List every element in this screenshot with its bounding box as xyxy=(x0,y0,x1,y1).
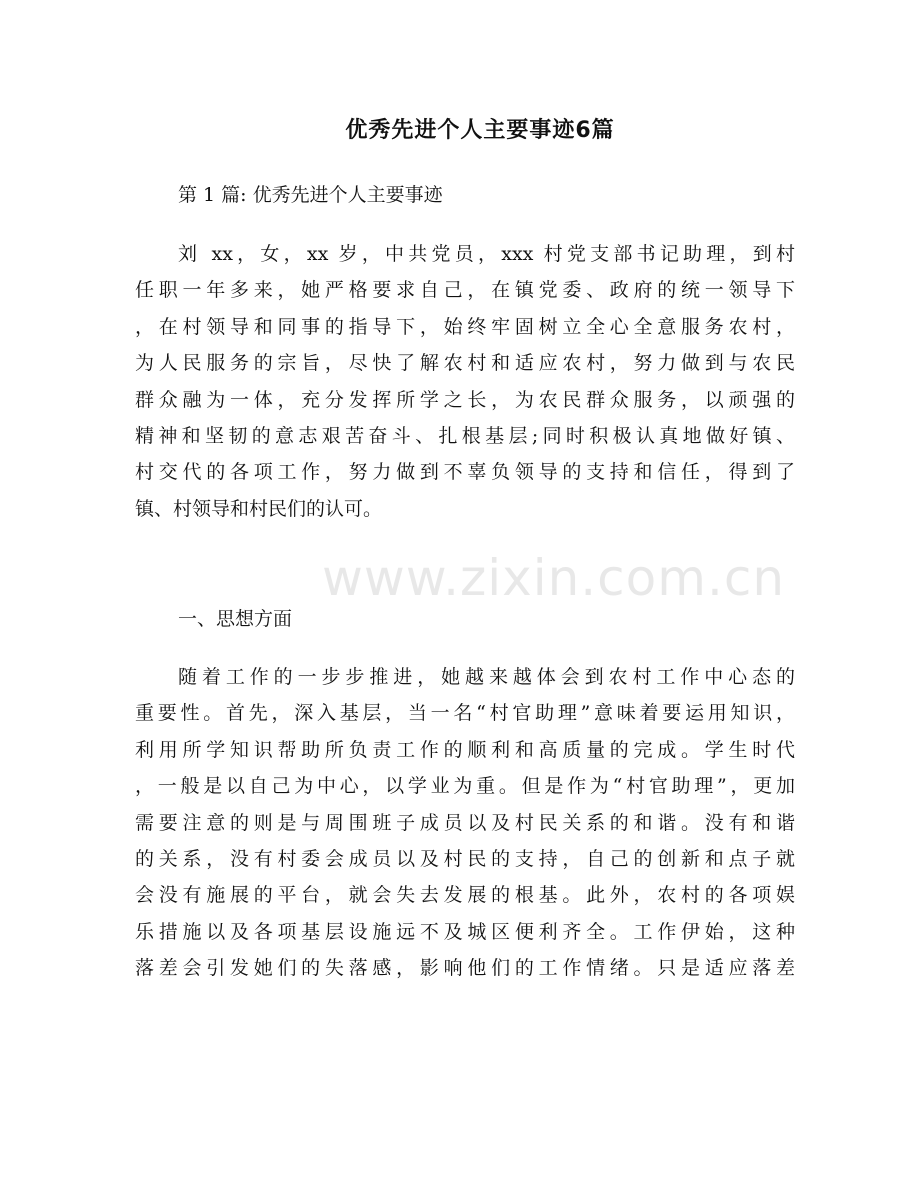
paragraph-line: 乐措施以及各项基层设施远不及城区便利齐全。工作伊始，这种 xyxy=(135,920,795,943)
paragraph-line: 利用所学知识帮助所负责工作的顺利和高质量的完成。学生时代 xyxy=(135,738,795,761)
paragraph-line: 刘 xx，女，xx 岁，中共党员，xxx 村党支部书记助理，到村 xyxy=(178,243,795,265)
paragraph-line: 精神和坚韧的意志艰苦奋斗、扎根基层;同时积极认真地做好镇、 xyxy=(135,424,795,447)
paragraph-2 xyxy=(135,659,795,987)
paragraph-line: 群众融为一体，充分发挥所学之长，为农民群众服务，以顽强的 xyxy=(135,388,795,411)
sub-heading: 一、思想方面 xyxy=(178,608,293,630)
paragraph-line: 落差会引发她们的失落感，影响他们的工作情绪。只是适应落差 xyxy=(135,957,795,980)
paragraph-line: 会没有施展的平台，就会失去发展的根基。此外，农村的各项娱 xyxy=(135,884,795,907)
section-heading: 第 1 篇: 优秀先进个人主要事迹 xyxy=(178,184,443,206)
paragraph-line: 任职一年多来，她严格要求自己，在镇党委、政府的统一领导下 xyxy=(135,279,795,302)
paragraph-line: 随着工作的一步步推进，她越来越体会到农村工作中心态的 xyxy=(178,666,795,688)
paragraph-line: ，一般是以自己为中心，以学业为重。但是作为“村官助理”，更加 xyxy=(135,775,795,798)
paragraph-line: 的关系，没有村委会成员以及村民的支持，自己的创新和点子就 xyxy=(135,847,795,870)
document-title: 优秀先进个人主要事迹6篇 xyxy=(345,118,615,143)
paragraph-line: 村交代的各项工作，努力做到不辜负领导的支持和信任，得到了 xyxy=(135,461,795,484)
paragraph-line: 需要注意的则是与周围班子成员以及村民关系的和谐。没有和谐 xyxy=(135,811,795,834)
paragraph-line: ，在村领导和同事的指导下，始终牢固树立全心全意服务农村， xyxy=(135,315,795,338)
paragraph-line: 为人民服务的宗旨，尽快了解农村和适应农村，努力做到与农民 xyxy=(135,352,795,375)
paragraph-1 xyxy=(135,236,795,527)
paragraph-line: 重要性。首先，深入基层，当一名“村官助理”意味着要运用知识， xyxy=(135,702,795,725)
watermark: www.zixin.com.cn xyxy=(322,549,786,607)
paragraph-line: 镇、村领导和村民们的认可。 xyxy=(135,497,383,520)
